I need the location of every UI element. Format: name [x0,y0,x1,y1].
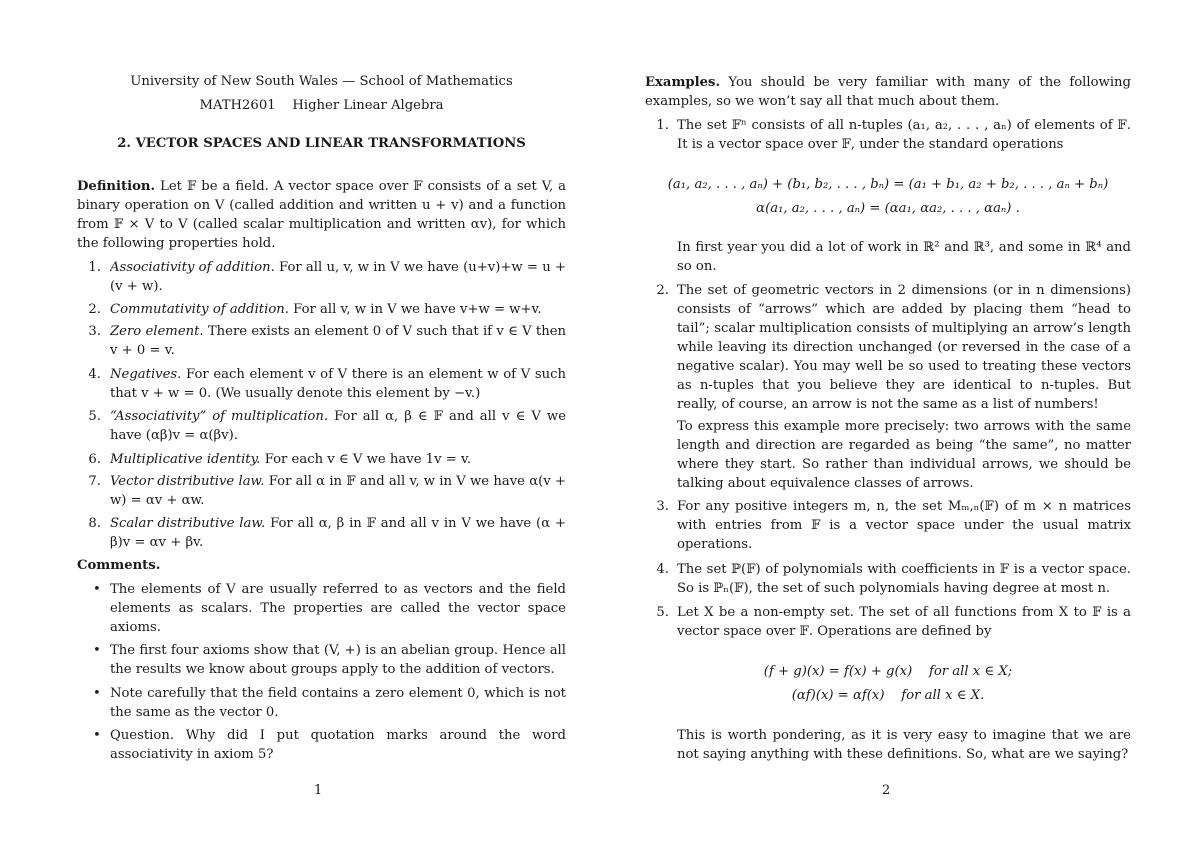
axiom-number: 8. [88,516,101,531]
axiom-2: Commutativity of addition. For all v, w in V we have v+w = w+v. [110,302,542,317]
definition [77,177,566,253]
bullet-icon: • [93,582,101,597]
comment-4: Question. Why did I put quotation marks around the word associativity in axiom 5? [110,728,566,762]
bullet-icon: • [93,643,101,658]
header-university: University of New South Wales — School of Mathematics [130,74,513,89]
page-number: 1 [314,783,323,798]
example-number: 2. [656,283,669,298]
axiom-number: 1. [88,260,101,275]
comment-3: Note carefully that the field contains a zero element 0, which is not the same as the vector 0. [110,686,566,720]
example-5-note: This is worth pondering, as it is very easy to imagine that we are not saying anything with these definitions. So, what are we saying? [677,728,1131,762]
example-2-text: The set of geometric vectors in 2 dimensions (or in n dimensions) consists of “arrows” which are added by placing them “head to tail”; scalar multiplication consists of multiplying an arrow’s length while leaving its direction unchanged (or reversed in the case of a negative scalar). You may well be so used to treating these vectors as n-tuples that you believe they are identical to n-tuples. But really, of course, an arrow is not the same as a list of numbers! [677,283,1131,412]
example-1-text: The set 𝔽ⁿ consists of all n-tuples (a₁, a₂, . . . , aₙ) of elements of 𝔽. It is a vector space over 𝔽, under the standard operations [677,118,1131,152]
axiom-number: 4. [88,367,101,382]
axiom-number: 2. [88,302,101,317]
header-course: MATH2601 Higher Linear Algebra [199,98,444,113]
example-number: 5. [656,605,669,620]
axiom-number: 6. [88,452,101,467]
axiom-3: Zero element. There exists an element 0 of V such that if v ∈ V then v + 0 = v. [110,324,566,358]
axiom-1: Associativity of addition. For all u, v, w in V we have (u+v)+w = u + (v + w). [110,260,566,294]
axiom-4: Negatives. For each element v of V there is an element w of V such that v + w = 0. (We usually denote this element by −v.) [110,367,566,401]
examples-label: Examples. [645,75,721,90]
axiom-5: “Associativity” of multiplication. For all α, β ∈ 𝔽 and all v ∈ V we have (αβ)v = α(βv). [110,409,566,443]
example-1-equation-1: (a₁, a₂, . . . , aₙ) + (b₁, b₂, . . . , bₙ) = (a₁ + b₁, a₂ + b₂, . . . , aₙ + bₙ) [667,177,1109,192]
example-3-text: For any positive integers m, n, the set Mₘ,ₙ(𝔽) of m × n matrices with entries from 𝔽 is a vector space under the usual matrix operations. [677,499,1131,552]
example-5-equation-2: (αf)(x) = αf(x) for all x ∈ X. [791,688,985,703]
bullet-icon: • [93,728,101,743]
axiom-8: Scalar distributive law. For all α, β in 𝔽 and all v in V we have (α + β)v = αv + βv. [110,516,566,550]
example-number: 3. [656,499,669,514]
comments-label: Comments. [77,558,161,573]
axiom-7: Vector distributive law. For all α in 𝔽 and all v, w in V we have α(v + w) = αv + αw. [110,474,566,508]
definition-text: Let 𝔽 be a field. A vector space over 𝔽 consists of a set V, a binary operation on V (called addition and written u + v) and a function from 𝔽 × V to V (called scalar multiplication and written αv), for which the following properties hold. [77,179,566,251]
example-2-text-2: To express this example more precisely: two arrows with the same length and direction are regarded as being “the same”, no matter where they start. So rather than individual arrows, we should be talking about equivalence classes of arrows. [677,419,1131,491]
examples-intro: Examples. You should be very familiar with many of the following examples, so we won’t say all that much about them. [645,75,1131,109]
example-4-text: The set ℙ(𝔽) of polynomials with coefficients in 𝔽 is a vector space. So is ℙₙ(𝔽), the set of such polynomials having degree at most n. [677,562,1131,596]
axiom-number: 5. [88,409,101,424]
example-1-equation-2: α(a₁, a₂, . . . , aₙ) = (αa₁, αa₂, . . . , αaₙ) . [756,201,1020,216]
example-number: 1. [656,118,669,133]
axiom-number: 7. [88,474,101,489]
bullet-icon: • [93,686,101,701]
example-5-equation-1: (f + g)(x) = f(x) + g(x) for all x ∈ X; [763,664,1013,679]
comment-1: The elements of V are usually referred to as vectors and the field elements as scalars. The properties are called the vector space axioms. [110,582,566,635]
comment-2: The first four axioms show that (V, +) is an abelian group. Hence all the results we know about groups apply to the addition of vectors. [110,643,566,677]
axiom-6: Multiplicative identity. For each v ∈ V we have 1v = v. [110,452,472,467]
page-number: 2 [882,783,891,798]
definition-label: Definition. [77,179,156,194]
axiom-number: 3. [88,324,101,339]
example-number: 4. [656,562,669,577]
example-5-text: Let X be a non-empty set. The set of all functions from X to 𝔽 is a vector space over 𝔽. Operations are defined by [677,605,1131,639]
example-1-note: In first year you did a lot of work in ℝ² and ℝ³, and some in ℝ⁴ and so on. [677,240,1131,274]
section-title: 2. VECTOR SPACES AND LINEAR TRANSFORMATIONS [117,136,526,151]
